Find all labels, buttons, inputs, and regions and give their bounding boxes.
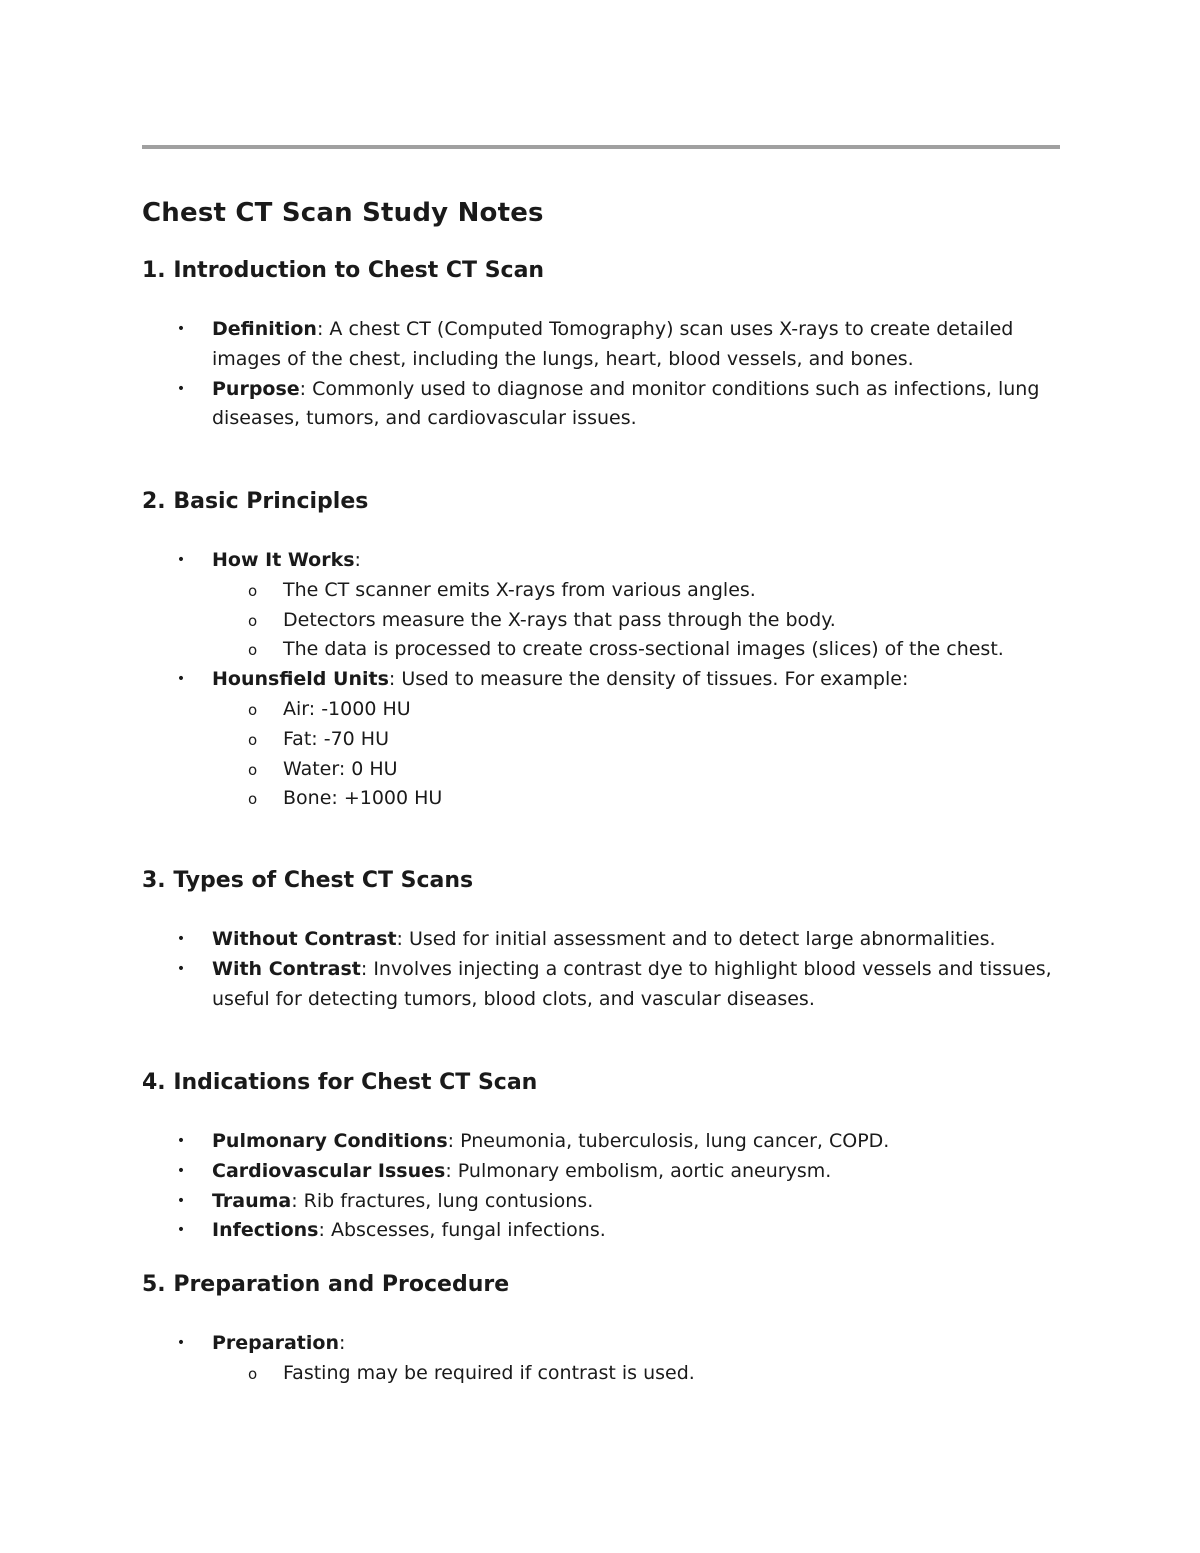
bullet-icon: • xyxy=(176,960,186,977)
term-without-contrast: Without Contrast xyxy=(212,928,397,950)
section-heading-indications: 4. Indications for Chest CT Scan xyxy=(142,1070,538,1095)
bullet-icon: • xyxy=(176,1222,186,1239)
circle-bullet-icon: o xyxy=(248,641,258,660)
section-list-basic-principles xyxy=(142,546,1060,814)
list-item-hounsfield-units xyxy=(142,665,1060,814)
circle-bullet-icon: o xyxy=(248,760,258,779)
circle-bullet-icon: o xyxy=(248,790,258,809)
term-definition: Definition xyxy=(212,318,317,340)
term-how-it-works: How It Works xyxy=(212,549,355,571)
sub-list-item: o The CT scanner emits X-rays from various angles. xyxy=(212,576,1060,606)
bullet-icon: • xyxy=(176,380,186,397)
list-item-pulmonary-conditions xyxy=(142,1127,1060,1157)
term-purpose: Purpose xyxy=(212,377,300,400)
bullet-icon: • xyxy=(176,1133,186,1149)
section-heading-introduction: 1. Introduction to Chest CT Scan xyxy=(142,258,545,283)
item-text: : Pulmonary embolism, aortic aneurysm. xyxy=(445,1159,832,1182)
sub-list-item: o Water: 0 HU xyxy=(212,755,1060,785)
document-title: Chest CT Scan Study Notes xyxy=(142,198,544,228)
bullet-icon: • xyxy=(176,671,186,688)
section-list-introduction xyxy=(142,315,1060,434)
list-item-how-it-works xyxy=(142,546,1060,665)
sub-list-item: o Fasting may be required if contrast is used. xyxy=(212,1359,1060,1389)
item-text: : Pneumonia, tuberculosis, lung cancer, COPD. xyxy=(447,1130,890,1152)
bullet-icon: • xyxy=(176,321,186,337)
sub-list-item: o The data is processed to create cross-sectional images (slices) of the chest. xyxy=(212,635,1060,665)
bullet-icon: • xyxy=(176,1162,186,1179)
section-list-types xyxy=(142,925,1060,1014)
item-text: : A chest CT (Computed Tomography) scan uses X-rays to create detailed images of the chest, including the lungs, heart, blood vessels, and bones. xyxy=(212,318,1014,370)
item-text: : xyxy=(354,549,361,571)
section-heading-preparation: 5. Preparation and Procedure xyxy=(142,1272,510,1297)
section-list-preparation xyxy=(142,1329,1060,1389)
list-item-infections xyxy=(142,1216,1060,1246)
section-list-indications xyxy=(142,1127,1060,1246)
item-text: : Abscesses, fungal infections. xyxy=(318,1219,606,1242)
list-item-with-contrast xyxy=(142,955,1060,1015)
section-heading-basic-principles: 2. Basic Principles xyxy=(142,489,369,514)
list-item-trauma xyxy=(142,1187,1060,1217)
sub-list-item: o Detectors measure the X-rays that pass through the body. xyxy=(212,606,1060,636)
circle-bullet-icon: o xyxy=(248,1364,258,1383)
term-pulmonary-conditions: Pulmonary Conditions xyxy=(212,1130,448,1152)
sub-list xyxy=(212,1359,1060,1389)
item-text: : Involves injecting a contrast dye to highlight blood vessels and tissues, useful for detecting tumors, blood clots, and vascular diseases. xyxy=(212,957,1052,1010)
sub-list-item: o Bone: +1000 HU xyxy=(212,784,1060,814)
bullet-icon: • xyxy=(176,1192,186,1209)
circle-bullet-icon: o xyxy=(248,581,258,600)
list-item-without-contrast xyxy=(142,925,1060,955)
list-item-preparation xyxy=(142,1329,1060,1389)
sub-list xyxy=(212,695,1060,814)
item-text: : Used to measure the density of tissues. For example: xyxy=(388,668,909,691)
item-text: : xyxy=(338,1332,346,1354)
item-text: : Rib fractures, lung contusions. xyxy=(291,1189,594,1212)
term-hounsfield-units: Hounsfield Units xyxy=(212,668,389,691)
bullet-icon: • xyxy=(176,552,186,568)
item-text: : Commonly used to diagnose and monitor conditions such as infections, lung diseases, tumors, and cardiovascular issues. xyxy=(212,377,1040,430)
term-cardiovascular-issues: Cardiovascular Issues xyxy=(212,1159,446,1182)
list-item-purpose xyxy=(142,375,1060,435)
section-heading-types: 3. Types of Chest CT Scans xyxy=(142,868,474,893)
item-text: : Used for initial assessment and to detect large abnormalities. xyxy=(396,928,996,950)
term-preparation: Preparation xyxy=(212,1332,339,1354)
circle-bullet-icon: o xyxy=(248,700,258,719)
term-with-contrast: With Contrast xyxy=(212,957,361,980)
horizontal-rule xyxy=(142,145,1060,149)
sub-list xyxy=(212,576,1060,665)
term-trauma: Trauma xyxy=(212,1189,292,1212)
sub-list-item: o Fat: -70 HU xyxy=(212,725,1060,755)
list-item-definition xyxy=(142,315,1060,375)
bullet-icon: • xyxy=(176,931,186,947)
sub-list-item: o Air: -1000 HU xyxy=(212,695,1060,725)
circle-bullet-icon: o xyxy=(248,611,258,630)
circle-bullet-icon: o xyxy=(248,730,258,749)
bullet-icon: • xyxy=(176,1335,186,1351)
term-infections: Infections xyxy=(212,1219,319,1242)
list-item-cardiovascular-issues xyxy=(142,1157,1060,1187)
